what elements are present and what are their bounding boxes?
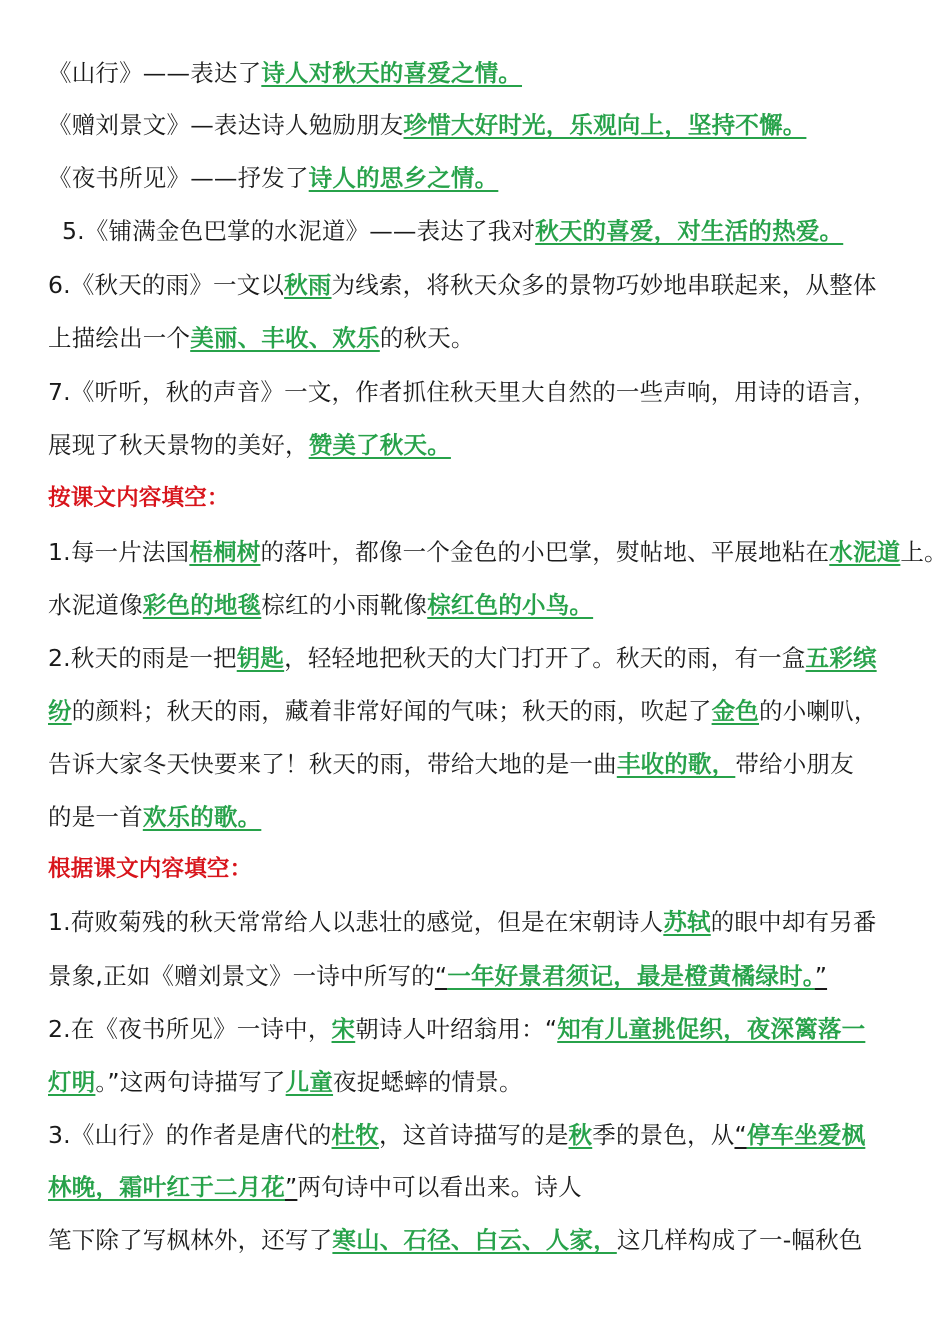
answer-text: 秋 (568, 1121, 593, 1149)
answer-text: 秋雨 (284, 271, 332, 299)
body-text: 带给小朋友 (735, 750, 854, 778)
body-text: ，这首诗描写的是 (378, 1121, 569, 1149)
answer-text: 欢乐的歌。 (142, 803, 262, 831)
answer-text: 梧桐树 (189, 538, 261, 566)
body-text: 上。 (900, 538, 948, 566)
text-line (48, 747, 910, 781)
answer-text: 钥匙 (236, 644, 285, 672)
answer-text: 彩色的地毯 (142, 591, 262, 619)
body-text: 景象,正如《赠刘景文》一诗中所写的 (48, 962, 435, 990)
body-text: 6.《秋天的雨》一文以 (48, 271, 285, 299)
body-text: 2.秋天的雨是一把 (48, 644, 237, 672)
text-line (48, 161, 910, 195)
body-text: 两句诗中可以看出来。诗人 (297, 1173, 582, 1201)
body-text: 展现了秋天景物的美好， (48, 431, 309, 459)
answer-text: 灯明 (48, 1068, 96, 1096)
body-text: ” (814, 962, 828, 990)
body-text: 告诉大家冬天快要来了！秋天的雨，带给大地的是一曲 (48, 750, 617, 778)
text-line (48, 905, 910, 939)
body-text: 《山行》——表达了 (48, 59, 262, 87)
body-text: ，轻轻地把秋天的大门打开了。秋天的雨，有一盒 (284, 644, 806, 672)
body-text: ” (285, 1173, 298, 1201)
body-text: 根据课文内容填空： (48, 856, 253, 882)
text-line (48, 694, 910, 728)
answer-text: 纷 (48, 697, 72, 725)
answer-text: 杜牧 (331, 1121, 379, 1149)
text-line (48, 1118, 910, 1152)
body-text: 季的景色，从 (592, 1121, 735, 1149)
body-text: 1.荷败菊残的秋天常常给人以悲壮的感觉，但是在宋朝诗人 (48, 908, 664, 936)
text-line (48, 321, 910, 355)
answer-text: 一年好景君须记，最是橙黄橘绿时。 (447, 962, 815, 990)
body-text: “ (434, 962, 448, 990)
body-text: 棕红的小雨靴像 (261, 591, 428, 619)
text-line (62, 214, 910, 248)
body-text: 《夜书所见》——抒发了 (48, 164, 309, 192)
text-line (48, 1012, 910, 1046)
body-text: 的是一首 (48, 803, 143, 831)
answer-text: 儿童 (285, 1068, 334, 1096)
body-text: 上描绘出一个 (48, 324, 191, 352)
body-text: 的眼中却有另番 (710, 908, 877, 936)
body-text: 1.每一片法国 (48, 538, 190, 566)
answer-text: 诗人对秋天的喜爱之情。 (261, 59, 523, 87)
body-text: 笔下除了写枫林外，还写了 (48, 1226, 333, 1254)
body-text: 为线索，将秋天众多的景物巧妙地串联起来，从整体 (331, 271, 877, 299)
body-text: 。”这两句诗描写了 (95, 1068, 286, 1096)
answer-text: 寒山、石径、白云、人家， (332, 1226, 617, 1254)
text-line (48, 588, 910, 622)
answer-text: 宋 (331, 1015, 356, 1043)
answer-text: 秋天的喜爱，对生活的热爱。 (535, 217, 844, 245)
answer-text: 珍惜大好时光，乐观向上，坚持不懈。 (403, 111, 807, 139)
text-line (48, 1223, 910, 1257)
body-text: 这几样构成了一-幅秋色 (616, 1226, 863, 1254)
answer-text: 林晚，霜叶红于二月花 (48, 1173, 285, 1201)
body-text: 《赠刘景文》—表达诗人勉励朋友 (48, 111, 404, 139)
body-text: 2.在《夜书所见》一诗中， (48, 1015, 332, 1043)
answer-text: 停车坐爱枫 (746, 1121, 866, 1149)
answer-text: 苏轼 (663, 908, 711, 936)
text-line (48, 268, 910, 302)
body-text: 5.《铺满金色巴掌的水泥道》——表达了我对 (62, 217, 536, 245)
answer-text: 金色 (711, 697, 760, 725)
text-line (48, 428, 910, 462)
body-text: 7.《听听，秋的声音》一文，作者抓住秋天里大自然的一些声响，用诗的语言， (48, 378, 877, 406)
body-text: 的小喇叭， (759, 697, 878, 725)
answer-text: 诗人的思乡之情。 (308, 164, 499, 192)
answer-text: 赞美了秋天。 (308, 431, 451, 459)
text-line (48, 800, 910, 834)
body-text: “ (734, 1121, 747, 1149)
text-line (48, 535, 948, 569)
text-line (48, 641, 910, 675)
answer-text: 五彩缤 (805, 644, 877, 672)
body-text: 的秋天。 (379, 324, 475, 352)
body-text: 朝诗人叶绍翁用：“ (355, 1015, 558, 1043)
text-line (48, 1170, 910, 1204)
body-text: 3.《山行》的作者是唐代的 (48, 1121, 332, 1149)
text-line (48, 375, 910, 409)
answer-text: 水泥道 (829, 538, 901, 566)
answer-text: 棕红色的小鸟。 (427, 591, 594, 619)
section-heading (48, 481, 910, 515)
answer-text: 丰收的歌， (616, 750, 736, 778)
text-line (48, 56, 910, 90)
body-text: 的颜料；秋天的雨，藏着非常好闻的气味；秋天的雨，吹起了 (71, 697, 712, 725)
text-line (48, 108, 910, 142)
body-text: 的落叶，都像一个金色的小巴掌，熨帖地、平展地粘在 (260, 538, 830, 566)
body-text: 水泥道像 (48, 591, 143, 619)
answer-text: 知有儿童挑促织，夜深篱落一 (557, 1015, 866, 1043)
text-line (48, 959, 910, 993)
body-text: 夜捉蟋蟀的情景。 (333, 1068, 523, 1096)
answer-text: 美丽、丰收、欢乐 (190, 324, 380, 352)
text-line (48, 1065, 910, 1099)
body-text: 按课文内容填空： (48, 485, 230, 511)
section-heading (48, 852, 910, 886)
